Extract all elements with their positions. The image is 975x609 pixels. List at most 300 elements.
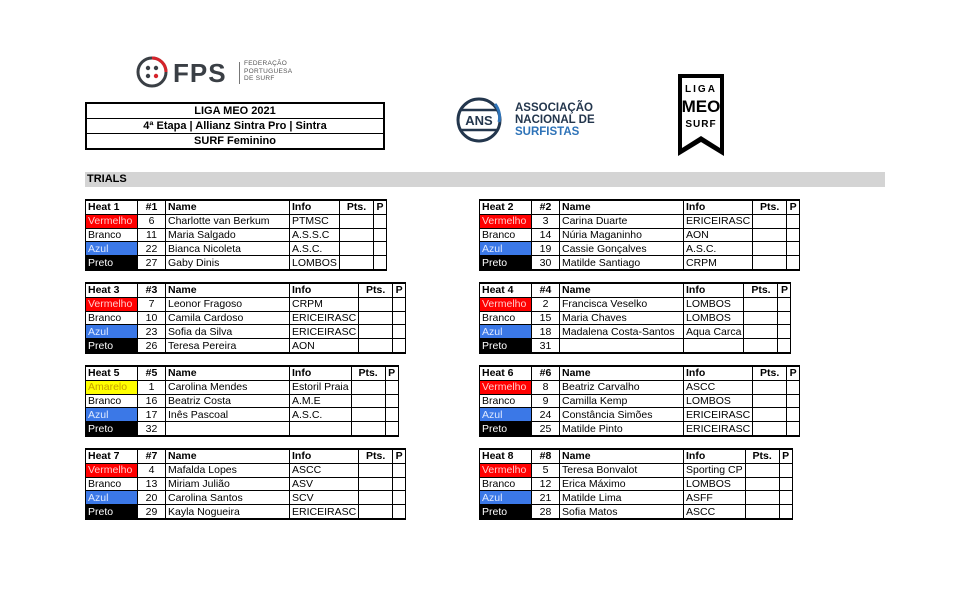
header-p: P bbox=[778, 283, 791, 297]
surfer-name: Maria Chaves bbox=[560, 311, 684, 325]
position-cell bbox=[385, 380, 398, 394]
seed-number: 27 bbox=[138, 256, 166, 270]
jersey-color: Preto bbox=[86, 505, 138, 519]
seed-number: 2 bbox=[532, 297, 560, 311]
points-cell bbox=[359, 339, 393, 353]
header-pts: Pts. bbox=[753, 366, 787, 380]
points-cell bbox=[753, 228, 787, 242]
ans-text-line2: NACIONAL DE bbox=[515, 114, 595, 126]
surfer-club: ASV bbox=[290, 477, 359, 491]
heat-number: #8 bbox=[532, 449, 560, 463]
heat-table bbox=[85, 199, 387, 271]
jersey-color: Branco bbox=[480, 394, 532, 408]
points-cell bbox=[340, 214, 374, 228]
position-cell bbox=[393, 297, 406, 311]
position-cell bbox=[374, 214, 387, 228]
table-row bbox=[480, 297, 791, 311]
seed-number: 17 bbox=[138, 408, 166, 422]
jersey-color: Azul bbox=[86, 325, 138, 339]
jersey-color: Branco bbox=[86, 311, 138, 325]
table-row bbox=[86, 380, 399, 394]
seed-number: 9 bbox=[532, 394, 560, 408]
jersey-color: Preto bbox=[480, 422, 532, 436]
points-cell bbox=[744, 339, 778, 353]
jersey-color: Vermelho bbox=[480, 380, 532, 394]
position-cell bbox=[778, 297, 791, 311]
header-name: Name bbox=[560, 366, 684, 380]
heat-table bbox=[85, 282, 406, 354]
jersey-color: Azul bbox=[480, 491, 532, 505]
surfer-club: LOMBOS bbox=[684, 297, 744, 311]
surfer-name: Núria Maganinho bbox=[560, 228, 684, 242]
table-row bbox=[480, 339, 791, 353]
seed-number: 32 bbox=[138, 422, 166, 436]
heat-header-row bbox=[480, 283, 791, 297]
points-cell bbox=[340, 256, 374, 270]
table-row bbox=[86, 491, 406, 505]
points-cell bbox=[753, 214, 787, 228]
seed-number: 24 bbox=[532, 408, 560, 422]
ans-badge-text: ANS bbox=[465, 113, 493, 128]
header-pts: Pts. bbox=[744, 283, 778, 297]
points-cell bbox=[744, 325, 778, 339]
fps-emblem-icon bbox=[136, 56, 168, 88]
table-row bbox=[480, 380, 800, 394]
position-cell bbox=[787, 380, 800, 394]
surfer-club: A.M.E bbox=[290, 394, 352, 408]
position-cell bbox=[778, 339, 791, 353]
table-row bbox=[480, 214, 800, 228]
surfer-name: Carolina Mendes bbox=[166, 380, 290, 394]
header-name: Name bbox=[560, 200, 684, 214]
position-cell bbox=[787, 394, 800, 408]
jersey-color: Preto bbox=[480, 505, 532, 519]
liga-logo-mid: MEO bbox=[681, 97, 721, 116]
seed-number: 26 bbox=[138, 339, 166, 353]
jersey-color: Vermelho bbox=[480, 463, 532, 477]
heat-number: #3 bbox=[138, 283, 166, 297]
position-cell bbox=[393, 339, 406, 353]
jersey-color: Vermelho bbox=[86, 297, 138, 311]
table-row bbox=[86, 505, 406, 519]
heat-header-row bbox=[86, 200, 387, 214]
header-info: Info bbox=[684, 449, 746, 463]
table-row bbox=[86, 311, 406, 325]
surfer-name: Carolina Santos bbox=[166, 491, 290, 505]
table-row bbox=[480, 242, 800, 256]
heat-header-row bbox=[480, 366, 800, 380]
surfer-name: Gaby Dinis bbox=[166, 256, 290, 270]
points-cell bbox=[351, 394, 385, 408]
heat-number: #6 bbox=[532, 366, 560, 380]
table-row bbox=[480, 394, 800, 408]
heat-table bbox=[479, 282, 791, 354]
surfer-club: Estoril Praia bbox=[290, 380, 352, 394]
points-cell bbox=[340, 242, 374, 256]
jersey-color: Azul bbox=[86, 408, 138, 422]
heat-table bbox=[479, 365, 800, 437]
header-name: Name bbox=[166, 366, 290, 380]
position-cell bbox=[385, 422, 398, 436]
heat-label: Heat 3 bbox=[86, 283, 138, 297]
jersey-color: Vermelho bbox=[86, 214, 138, 228]
heat-label: Heat 1 bbox=[86, 200, 138, 214]
surfer-name: Mafalda Lopes bbox=[166, 463, 290, 477]
ans-logo-text bbox=[515, 102, 595, 138]
header-name: Name bbox=[560, 283, 684, 297]
seed-number: 8 bbox=[532, 380, 560, 394]
surfer-name: Madalena Costa-Santos bbox=[560, 325, 684, 339]
event-title-line3: SURF Feminino bbox=[194, 135, 276, 147]
surfer-club: Sporting CP bbox=[684, 463, 746, 477]
table-row bbox=[480, 256, 800, 270]
seed-number: 31 bbox=[532, 339, 560, 353]
position-cell bbox=[393, 491, 406, 505]
position-cell bbox=[393, 463, 406, 477]
seed-number: 29 bbox=[138, 505, 166, 519]
surfer-club bbox=[684, 339, 744, 353]
header-p: P bbox=[787, 366, 800, 380]
position-cell bbox=[779, 477, 792, 491]
seed-number: 18 bbox=[532, 325, 560, 339]
surfer-club: AON bbox=[290, 339, 359, 353]
surfer-name: Leonor Fragoso bbox=[166, 297, 290, 311]
points-cell bbox=[359, 463, 393, 477]
points-cell bbox=[753, 408, 787, 422]
heat-header-row bbox=[86, 449, 406, 463]
position-cell bbox=[385, 394, 398, 408]
surfer-club bbox=[290, 422, 352, 436]
position-cell bbox=[787, 408, 800, 422]
points-cell bbox=[340, 228, 374, 242]
header-info: Info bbox=[290, 449, 359, 463]
event-title-line1: LIGA MEO 2021 bbox=[87, 104, 383, 119]
fps-logo bbox=[136, 56, 296, 90]
header-info: Info bbox=[684, 283, 744, 297]
surfer-club: CRPM bbox=[290, 297, 359, 311]
header-name: Name bbox=[560, 449, 684, 463]
heat-table bbox=[85, 448, 406, 520]
surfer-name: Matilde Lima bbox=[560, 491, 684, 505]
table-row bbox=[86, 214, 387, 228]
surfer-name: Charlotte van Berkum bbox=[166, 214, 290, 228]
event-title-box bbox=[85, 102, 385, 150]
header-p: P bbox=[393, 283, 406, 297]
surfer-name: Teresa Bonvalot bbox=[560, 463, 684, 477]
surfer-name: Matilde Santiago bbox=[560, 256, 684, 270]
seed-number: 12 bbox=[532, 477, 560, 491]
table-row bbox=[86, 408, 399, 422]
ans-logo bbox=[455, 96, 605, 146]
surfer-club: ASCC bbox=[684, 380, 753, 394]
header-info: Info bbox=[290, 366, 352, 380]
seed-number: 21 bbox=[532, 491, 560, 505]
table-row bbox=[480, 505, 793, 519]
table-row bbox=[86, 325, 406, 339]
table-row bbox=[480, 408, 800, 422]
header-name: Name bbox=[166, 283, 290, 297]
jersey-color: Preto bbox=[480, 339, 532, 353]
liga-logo-top: LIGA bbox=[685, 84, 717, 95]
position-cell bbox=[393, 505, 406, 519]
table-row bbox=[86, 422, 399, 436]
seed-number: 30 bbox=[532, 256, 560, 270]
liga-meo-surf-logo bbox=[676, 72, 726, 158]
table-row bbox=[86, 228, 387, 242]
heat-number: #2 bbox=[532, 200, 560, 214]
jersey-color: Preto bbox=[86, 339, 138, 353]
seed-number: 11 bbox=[138, 228, 166, 242]
table-row bbox=[480, 422, 800, 436]
position-cell bbox=[374, 228, 387, 242]
surfer-club: ERICEIRASC bbox=[290, 505, 359, 519]
jersey-color: Vermelho bbox=[86, 463, 138, 477]
position-cell bbox=[787, 242, 800, 256]
points-cell bbox=[745, 505, 779, 519]
heat-label: Heat 8 bbox=[480, 449, 532, 463]
jersey-color: Branco bbox=[480, 228, 532, 242]
header-info: Info bbox=[684, 200, 753, 214]
surfer-club: ASCC bbox=[290, 463, 359, 477]
position-cell bbox=[779, 491, 792, 505]
surfer-name bbox=[166, 422, 290, 436]
surfer-name: Kayla Nogueira bbox=[166, 505, 290, 519]
jersey-color: Preto bbox=[86, 256, 138, 270]
surfer-name: Cassie Gonçalves bbox=[560, 242, 684, 256]
surfer-name: Erica Máximo bbox=[560, 477, 684, 491]
seed-number: 28 bbox=[532, 505, 560, 519]
jersey-color: Branco bbox=[86, 477, 138, 491]
position-cell bbox=[787, 256, 800, 270]
position-cell bbox=[393, 325, 406, 339]
table-row bbox=[480, 491, 793, 505]
points-cell bbox=[359, 477, 393, 491]
heat-number: #7 bbox=[138, 449, 166, 463]
jersey-color: Branco bbox=[86, 394, 138, 408]
position-cell bbox=[779, 463, 792, 477]
heat-number: #5 bbox=[138, 366, 166, 380]
position-cell bbox=[393, 477, 406, 491]
header-name: Name bbox=[166, 200, 290, 214]
surfer-name: Miriam Julião bbox=[166, 477, 290, 491]
heat-number: #1 bbox=[138, 200, 166, 214]
jersey-color: Amarelo bbox=[86, 380, 138, 394]
header-pts: Pts. bbox=[351, 366, 385, 380]
surfer-club: A.S.S.C bbox=[290, 228, 340, 242]
jersey-color: Azul bbox=[86, 491, 138, 505]
jersey-color: Azul bbox=[480, 325, 532, 339]
heat-table bbox=[479, 199, 800, 271]
position-cell bbox=[385, 408, 398, 422]
position-cell bbox=[787, 214, 800, 228]
header-p: P bbox=[374, 200, 387, 214]
surfer-name: Francisca Veselko bbox=[560, 297, 684, 311]
surfer-name: Inês Pascoal bbox=[166, 408, 290, 422]
surfer-name: Carina Duarte bbox=[560, 214, 684, 228]
event-title-line2: 4ª Etapa | Allianz Sintra Pro | Sintra bbox=[87, 119, 383, 134]
surfer-club: ERICEIRASC bbox=[290, 325, 359, 339]
points-cell bbox=[745, 463, 779, 477]
surfer-club: ERICEIRASC bbox=[684, 214, 753, 228]
seed-number: 23 bbox=[138, 325, 166, 339]
table-row bbox=[480, 325, 791, 339]
jersey-color: Preto bbox=[86, 422, 138, 436]
heat-header-row bbox=[86, 366, 399, 380]
table-row bbox=[86, 339, 406, 353]
surfer-name: Teresa Pereira bbox=[166, 339, 290, 353]
table-row bbox=[480, 311, 791, 325]
seed-number: 5 bbox=[532, 463, 560, 477]
table-row bbox=[86, 297, 406, 311]
points-cell bbox=[359, 491, 393, 505]
points-cell bbox=[745, 491, 779, 505]
surfer-club: ASFF bbox=[684, 491, 746, 505]
surfer-club: LOMBOS bbox=[684, 394, 753, 408]
header-name: Name bbox=[166, 449, 290, 463]
liga-logo-bottom: SURF bbox=[685, 119, 717, 130]
points-cell bbox=[753, 256, 787, 270]
surfer-club: LOMBOS bbox=[684, 311, 744, 325]
position-cell bbox=[393, 311, 406, 325]
seed-number: 19 bbox=[532, 242, 560, 256]
seed-number: 15 bbox=[532, 311, 560, 325]
header-pts: Pts. bbox=[359, 283, 393, 297]
fps-logo-subtitle: FEDERAÇÃO PORTUGUESA DE SURF bbox=[244, 60, 293, 82]
header-pts: Pts. bbox=[745, 449, 779, 463]
header-pts: Pts. bbox=[340, 200, 374, 214]
heat-label: Heat 4 bbox=[480, 283, 532, 297]
seed-number: 20 bbox=[138, 491, 166, 505]
points-cell bbox=[753, 380, 787, 394]
jersey-color: Vermelho bbox=[480, 214, 532, 228]
header-info: Info bbox=[290, 283, 359, 297]
position-cell bbox=[778, 325, 791, 339]
surfer-name: Sofia da Silva bbox=[166, 325, 290, 339]
surfer-club: LOMBOS bbox=[684, 477, 746, 491]
table-row bbox=[86, 477, 406, 491]
surfer-club: Aqua Carca bbox=[684, 325, 744, 339]
surfer-name bbox=[560, 339, 684, 353]
seed-number: 10 bbox=[138, 311, 166, 325]
points-cell bbox=[351, 380, 385, 394]
header-p: P bbox=[393, 449, 406, 463]
surfer-club: SCV bbox=[290, 491, 359, 505]
surfer-name: Beatriz Carvalho bbox=[560, 380, 684, 394]
jersey-color: Branco bbox=[480, 477, 532, 491]
header-p: P bbox=[385, 366, 398, 380]
heat-table bbox=[85, 365, 399, 437]
table-row bbox=[86, 394, 399, 408]
surfer-name: Maria Salgado bbox=[166, 228, 290, 242]
header-p: P bbox=[779, 449, 792, 463]
points-cell bbox=[745, 477, 779, 491]
surfer-club: CRPM bbox=[684, 256, 753, 270]
table-row bbox=[86, 242, 387, 256]
jersey-color: Preto bbox=[480, 256, 532, 270]
points-cell bbox=[753, 394, 787, 408]
table-row bbox=[86, 463, 406, 477]
points-cell bbox=[744, 311, 778, 325]
jersey-color: Azul bbox=[480, 242, 532, 256]
heat-label: Heat 5 bbox=[86, 366, 138, 380]
heat-table bbox=[479, 448, 793, 520]
table-row bbox=[480, 477, 793, 491]
position-cell bbox=[787, 228, 800, 242]
heat-number: #4 bbox=[532, 283, 560, 297]
seed-number: 6 bbox=[138, 214, 166, 228]
header-pts: Pts. bbox=[359, 449, 393, 463]
heat-header-row bbox=[480, 200, 800, 214]
position-cell bbox=[374, 242, 387, 256]
surfer-club: ERICEIRASC bbox=[290, 311, 359, 325]
heat-header-row bbox=[86, 283, 406, 297]
header-pts: Pts. bbox=[753, 200, 787, 214]
surfer-club: A.S.C. bbox=[684, 242, 753, 256]
seed-number: 3 bbox=[532, 214, 560, 228]
jersey-color: Branco bbox=[480, 311, 532, 325]
position-cell bbox=[779, 505, 792, 519]
position-cell bbox=[787, 422, 800, 436]
ans-text-line1: ASSOCIAÇÃO bbox=[515, 102, 593, 114]
jersey-color: Azul bbox=[86, 242, 138, 256]
header-info: Info bbox=[684, 366, 753, 380]
surfer-club: AON bbox=[684, 228, 753, 242]
points-cell bbox=[359, 297, 393, 311]
surfer-name: Sofia Matos bbox=[560, 505, 684, 519]
table-row bbox=[480, 228, 800, 242]
heat-header-row bbox=[480, 449, 793, 463]
points-cell bbox=[753, 242, 787, 256]
table-row bbox=[480, 463, 793, 477]
points-cell bbox=[744, 297, 778, 311]
seed-number: 7 bbox=[138, 297, 166, 311]
heat-label: Heat 7 bbox=[86, 449, 138, 463]
seed-number: 16 bbox=[138, 394, 166, 408]
surfer-name: Constância Simões bbox=[560, 408, 684, 422]
fps-logo-text: FPS bbox=[173, 58, 227, 88]
surfer-name: Camilla Kemp bbox=[560, 394, 684, 408]
heat-label: Heat 2 bbox=[480, 200, 532, 214]
surfer-club: ERICEIRASC bbox=[684, 408, 753, 422]
ans-text-line3: SURFISTAS bbox=[515, 126, 580, 138]
surfer-name: Bianca Nicoleta bbox=[166, 242, 290, 256]
heat-label: Heat 6 bbox=[480, 366, 532, 380]
surfer-club: ERICEIRASC bbox=[684, 422, 753, 436]
jersey-color: Vermelho bbox=[480, 297, 532, 311]
surfer-club: LOMBOS bbox=[290, 256, 340, 270]
points-cell bbox=[359, 311, 393, 325]
seed-number: 1 bbox=[138, 380, 166, 394]
points-cell bbox=[359, 505, 393, 519]
points-cell bbox=[351, 422, 385, 436]
surfer-club: A.S.C. bbox=[290, 242, 340, 256]
seed-number: 4 bbox=[138, 463, 166, 477]
surfer-club: A.S.C. bbox=[290, 408, 352, 422]
fps-logo-divider bbox=[239, 62, 240, 84]
points-cell bbox=[753, 422, 787, 436]
trials-section-header: TRIALS bbox=[85, 172, 885, 187]
seed-number: 25 bbox=[532, 422, 560, 436]
points-cell bbox=[359, 325, 393, 339]
jersey-color: Azul bbox=[480, 408, 532, 422]
position-cell bbox=[778, 311, 791, 325]
surfer-name: Matilde Pinto bbox=[560, 422, 684, 436]
header-p: P bbox=[787, 200, 800, 214]
header-info: Info bbox=[290, 200, 340, 214]
position-cell bbox=[374, 256, 387, 270]
ans-emblem-icon bbox=[455, 96, 507, 144]
points-cell bbox=[351, 408, 385, 422]
